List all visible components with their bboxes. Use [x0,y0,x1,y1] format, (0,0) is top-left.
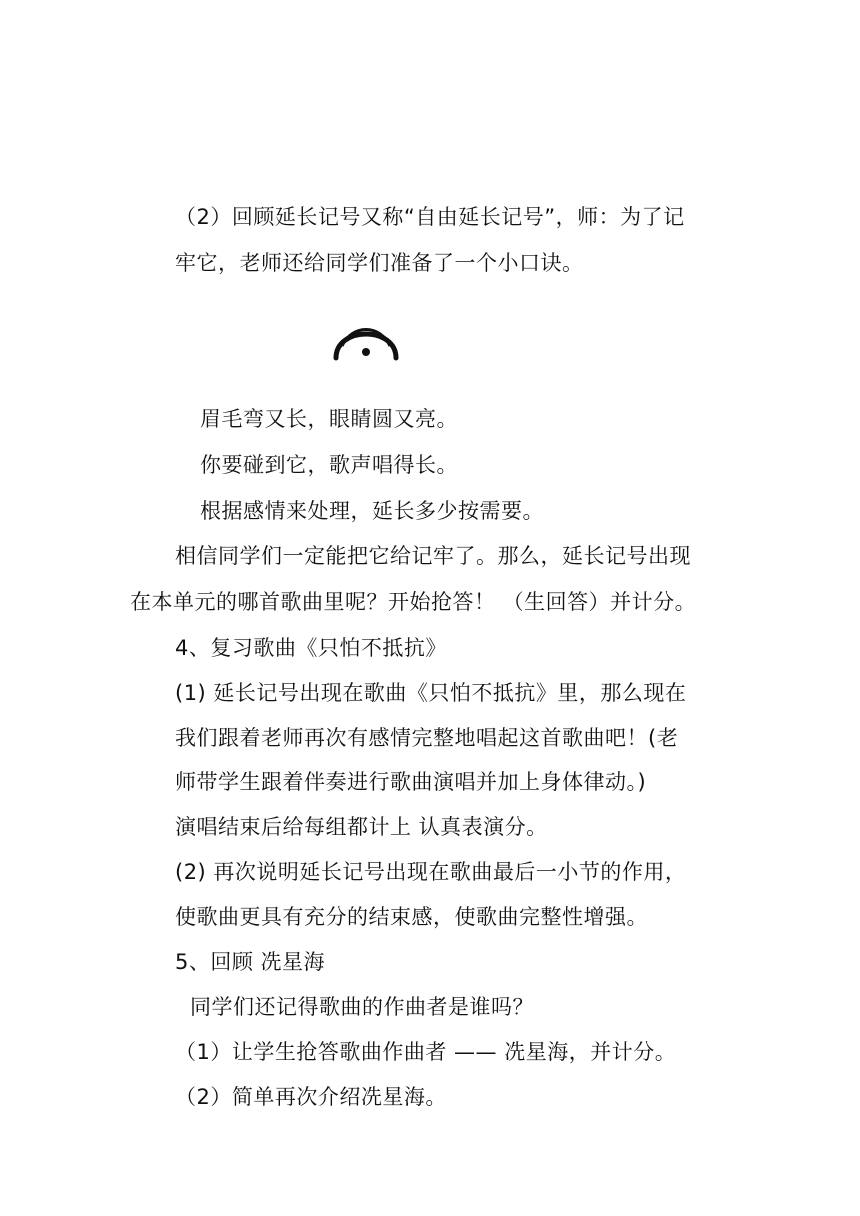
section4-item1-line2: 我们跟着老师再次有感情完整地唱起这首歌曲吧！(老 [175,726,679,750]
section5-item1: （1）让学生抢答歌曲作曲者 —— 冼星海，并计分。 [175,1040,677,1064]
section4-item1-line1: (1) 延长记号出现在歌曲《只怕不抵抗》里，那么现在 [175,681,687,705]
rhyme-line-2: 你要碰到它，歌声唱得长。 [200,453,458,477]
section5-heading: 5、回顾 冼星海 [175,950,326,974]
section4-item1-line4: 演唱结束后给每组都计上 认真表演分。 [175,815,548,839]
rhyme-line-1: 眉毛弯又长，眼睛圆又亮。 [200,407,458,431]
intro-line-1: （2）回顾延长记号又称“自由延长记号”，师：为了记 [175,205,685,229]
quiz-line-1: 相信同学们一定能把它给记牢了。那么，延长记号出现 [175,544,691,568]
section4-item2-line2: 使歌曲更具有充分的结束感，使歌曲完整性增强。 [175,905,648,929]
quiz-line-2: 在本单元的哪首歌曲里呢？开始抢答！ （生回答）并计分。 [130,590,697,614]
section4-heading: 4、复习歌曲《只怕不抵抗》 [175,636,447,660]
section4-item1-line3: 师带学生跟着伴奏进行歌曲演唱并加上身体律动。) [175,770,647,794]
section4-item2-line1: (2) 再次说明延长记号出现在歌曲最后一小节的作用， [175,860,687,884]
section5-question: 同学们还记得歌曲的作曲者是谁吗？ [190,995,534,1019]
section5-item2: （2）简单再次介绍冼星海。 [175,1085,447,1109]
intro-line-2: 牢它，老师还给同学们准备了一个小口诀。 [175,251,584,275]
fermata-icon [330,316,402,364]
rhyme-line-3: 根据感情来处理，延长多少按需要。 [200,499,544,523]
